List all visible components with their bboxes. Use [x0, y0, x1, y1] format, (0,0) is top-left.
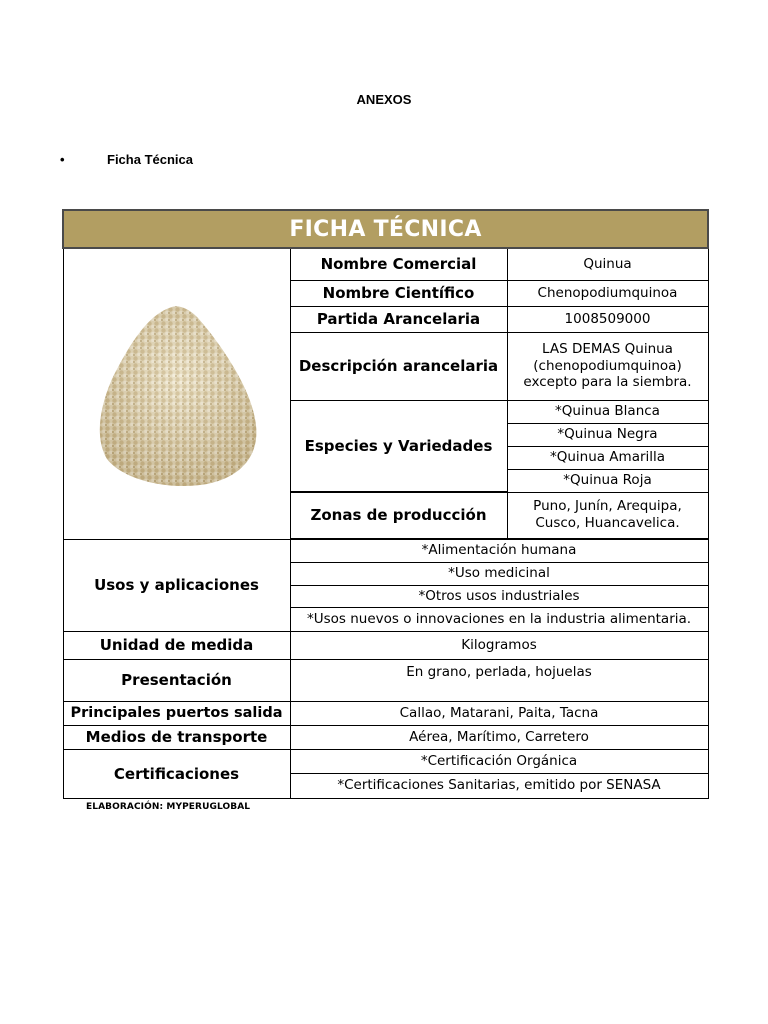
nombre-comercial-label: Nombre Comercial [290, 248, 507, 280]
puertos-value: Callao, Matarani, Paita, Tacna [290, 701, 708, 725]
puertos-label: Principales puertos salida [63, 701, 290, 725]
technical-sheet-table [62, 209, 709, 799]
certificacion-item: *Certificaciones Sanitarias, emitido por SENASA [290, 773, 708, 798]
especie-item: *Quinua Blanca [507, 400, 708, 423]
certificaciones-label: Certificaciones [63, 749, 290, 798]
transporte-label: Medios de transporte [63, 725, 290, 749]
uso-item: *Alimentación humana [290, 539, 708, 562]
uso-item: *Otros usos industriales [290, 585, 708, 607]
partida-value: 1008509000 [507, 306, 708, 332]
sheet-title: FICHA TÉCNICA [63, 210, 708, 248]
especies-label: Especies y Variedades [290, 400, 507, 492]
uso-item: *Usos nuevos o innovaciones en la industria alimentaria. [290, 607, 708, 631]
especie-item: *Quinua Amarilla [507, 446, 708, 469]
presentacion-label: Presentación [63, 659, 290, 701]
transporte-value: Aérea, Marítimo, Carretero [290, 725, 708, 749]
elaboration-footnote: ELABORACIÓN: MYPERUGLOBAL [86, 802, 251, 812]
nombre-cientifico-label: Nombre Científico [290, 280, 507, 306]
quinoa-photo-cell [63, 248, 290, 539]
descripcion-line: LAS DEMAS Quinua [542, 340, 673, 357]
descripcion-label: Descripción arancelaria [290, 332, 507, 400]
unidad-label: Unidad de medida [63, 631, 290, 659]
uso-item: *Uso medicinal [290, 562, 708, 585]
unidad-value: Kilogramos [290, 631, 708, 659]
page-heading: ANEXOS [356, 92, 412, 107]
zonas-label: Zonas de producción [290, 492, 507, 538]
bullet-symbol: • [60, 152, 65, 167]
descripcion-line: (chenopodiumquinoa) [533, 357, 682, 374]
bullet-label: Ficha Técnica [107, 152, 193, 167]
zonas-line: Cusco, Huancavelica. [535, 515, 680, 531]
especie-item: *Quinua Roja [507, 469, 708, 492]
partida-label: Partida Arancelaria [290, 306, 507, 332]
especie-item: *Quinua Negra [507, 423, 708, 446]
descripcion-line: excepto para la siembra. [523, 374, 692, 391]
certificacion-item: *Certificación Orgánica [290, 749, 708, 773]
nombre-cientifico-value: Chenopodiumquinoa [507, 280, 708, 306]
zonas-line: Puno, Junín, Arequipa, [533, 498, 682, 515]
usos-label: Usos y aplicaciones [63, 539, 290, 631]
nombre-comercial-value: Quinua [507, 248, 708, 280]
zonas-value [507, 492, 708, 538]
descripcion-value [507, 332, 708, 400]
presentacion-value: En grano, perlada, hojuelas [290, 659, 708, 701]
quinoa-grain-pile-icon [77, 279, 277, 509]
bullet-item [60, 152, 193, 167]
